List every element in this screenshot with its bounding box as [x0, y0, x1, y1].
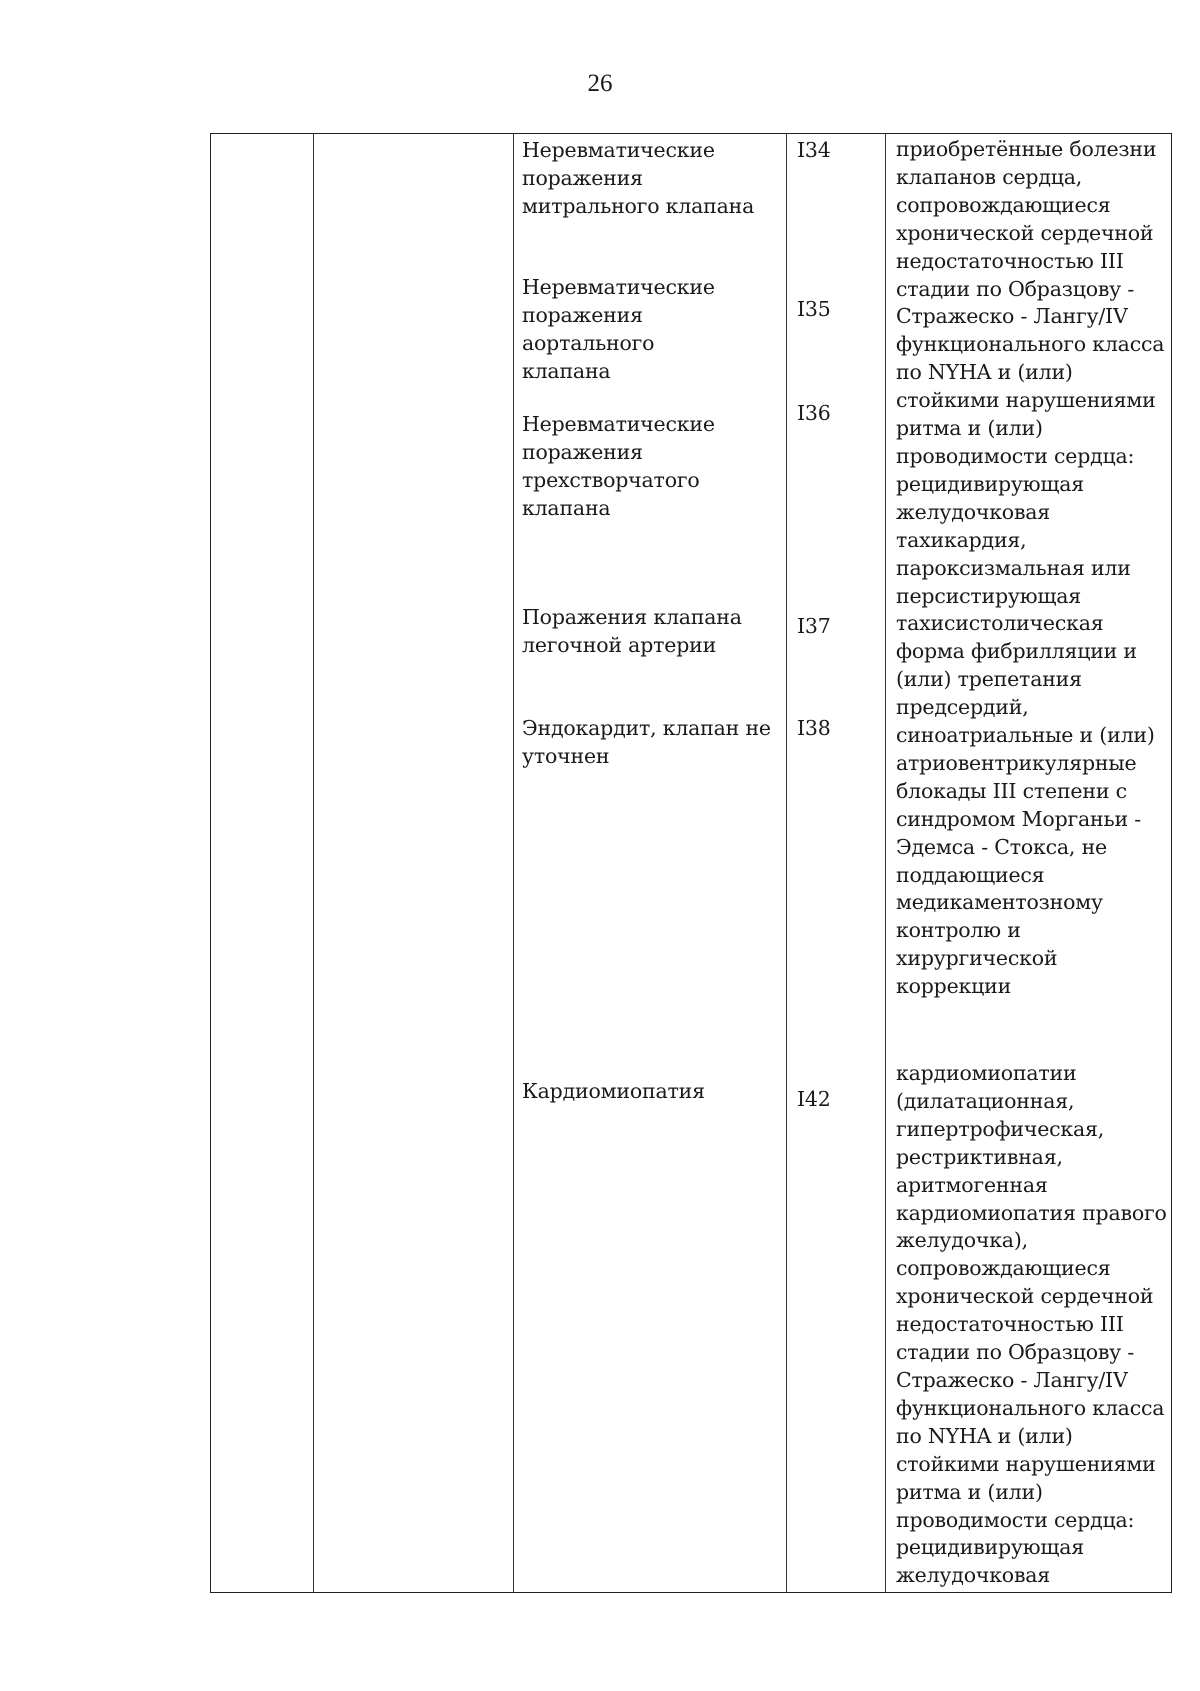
disease-name: Неревматические поражения митрального клапана — [522, 138, 755, 218]
disease-name: Эндокардит, клапан не уточнен — [522, 716, 771, 768]
condition-description: приобретённые болезни клапанов сердца, сопровождающиеся хронической сердечной недостаточностью III стадии по Образцову - Стражеско - Лангу/IV функционального класса по NYHA и (или) стойкими нарушениями ритма и (или) проводимости сердца: рецидивирующая желудочковая тахикардия, пароксизмальная или персистирующая тахисистолическая форма фибрилляции и (или) трепетания предсердий, синоатриальные и (или) атриовентрикулярные блокады III степени с синдромом Морганьи - Эдемса - Стокса, не поддающиеся медикаментозному контролю и хирургической коррекции — [896, 137, 1165, 999]
column-divider — [313, 134, 314, 1592]
disease-name: Неревматические поражения аортального клапана — [522, 275, 715, 383]
disease-name: Неревматические поражения трехстворчатого клапана — [522, 412, 715, 520]
icd-code: I36 — [797, 401, 831, 425]
condition-description: кардиомиопатии (дилатационная, гипертрофическая, рестриктивная, аритмогенная кардиомиопатия правого желудочка), сопровождающиеся хронической сердечной недостаточностью III стадии по Образцову - Стражеско - Лангу/IV функционального класса по NYHA и (или) стойкими нарушениями ритма и (или) проводимости сердца: рецидивирующая желудочковая — [896, 1061, 1167, 1588]
disease-name: Кардиомиопатия — [522, 1079, 705, 1103]
icd-code: I34 — [797, 138, 831, 162]
icd-code: I35 — [797, 297, 831, 321]
icd-code: I42 — [797, 1087, 831, 1111]
icd-code: I38 — [797, 716, 831, 740]
page-number: 26 — [587, 70, 613, 97]
column-divider — [885, 134, 886, 1592]
column-divider — [513, 134, 514, 1592]
column-divider — [786, 134, 787, 1592]
disease-name: Поражения клапана легочной артерии — [522, 605, 742, 657]
icd-code: I37 — [797, 614, 831, 638]
